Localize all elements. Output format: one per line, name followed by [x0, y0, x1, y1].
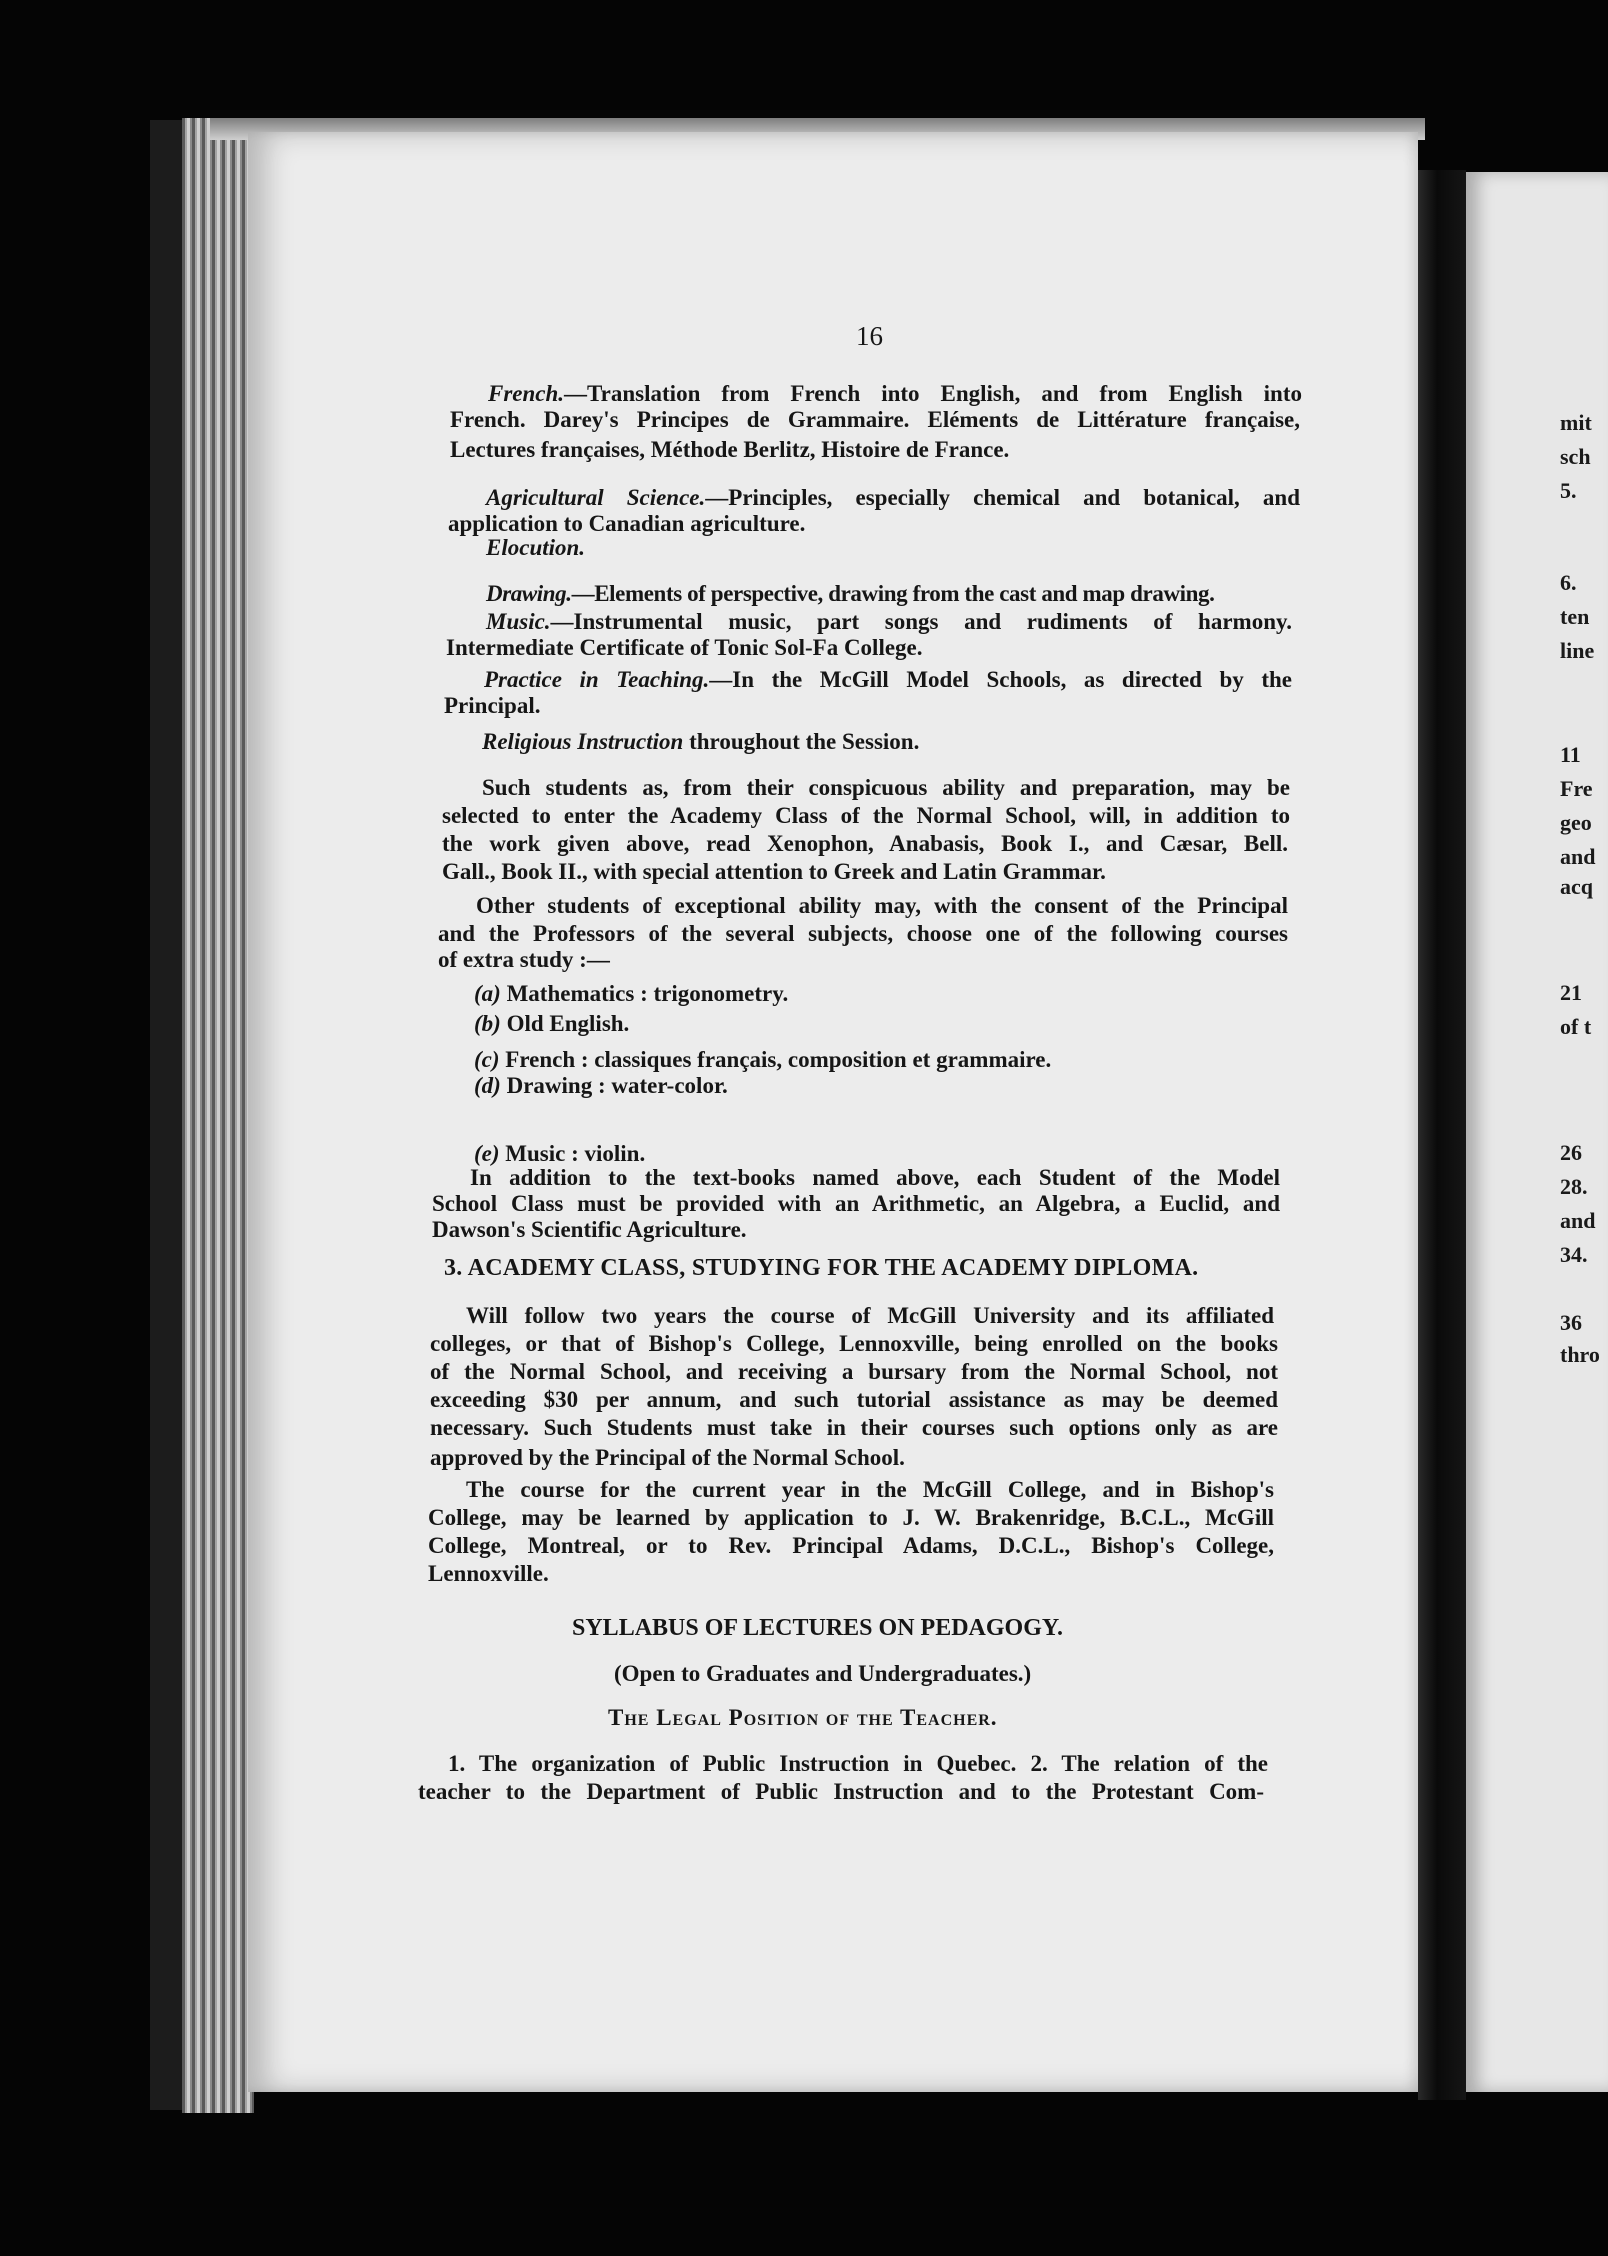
- drawing-text: —Elements of perspective, drawing from the cast and map drawing.: [571, 581, 1215, 606]
- academy-select-line-2: selected to enter the Academy Class of the Normal School, will, in addition to: [442, 803, 1290, 828]
- drawing-line-1: [486, 580, 1215, 608]
- list-text: Drawing : water-color.: [506, 1073, 728, 1098]
- academy-select-line-3: the work given above, read Xenophon, Anabasis, Book I., and Cæsar, Bell.: [442, 831, 1288, 856]
- music-text: —Instrumental music, part songs and rudiments of harmony.: [550, 609, 1292, 634]
- religious-text: throughout the Session.: [683, 729, 920, 754]
- next-page-fragment: 5.: [1560, 478, 1577, 503]
- legal-position-heading: The Legal Position of the Teacher.: [608, 1705, 998, 1730]
- french-text: —Translation from French into English, and from English into: [564, 381, 1302, 406]
- list-text: Music : violin.: [505, 1141, 646, 1166]
- exceptional-line-1: Other students of exceptional ability may, with the consent of the Principal: [476, 893, 1288, 918]
- next-page-fragment: 28.: [1560, 1174, 1588, 1199]
- next-page-fragment: 11: [1560, 742, 1581, 767]
- practice-line-2: Principal.: [444, 693, 541, 718]
- legal-line-1: 1. The organization of Public Instruction in Quebec. 2. The relation of the: [448, 1751, 1268, 1776]
- next-page-fragment: and: [1560, 844, 1596, 869]
- academy-select-line-1: Such students as, from their conspicuous ability and preparation, may be: [482, 775, 1290, 800]
- academy-p1-line: exceeding $30 per annum, and such tutorial assistance as may be deemed: [430, 1387, 1278, 1412]
- academy-p2-line: College, Montreal, or to Rev. Principal Adams, D.C.L., Bishop's College,: [428, 1533, 1274, 1558]
- academy-p2-line: Lennoxville.: [428, 1561, 549, 1586]
- page-number: 16: [856, 321, 883, 351]
- next-page-fragment: mit: [1560, 410, 1592, 435]
- adjacent-page: [1466, 172, 1608, 2092]
- textbooks-line-3: Dawson's Scientific Agriculture.: [432, 1217, 747, 1242]
- agriculture-text: —Principles, especially chemical and botanical, and: [705, 485, 1300, 510]
- agriculture-line-1: [486, 484, 1300, 512]
- practice-label: Practice in Teaching.: [484, 667, 710, 692]
- list-text: French : classiques français, composition et grammaire.: [505, 1047, 1052, 1072]
- drawing-label: Drawing.: [486, 581, 572, 606]
- next-page-fragment: thro: [1560, 1342, 1600, 1367]
- page-edges: [182, 118, 254, 2113]
- extra-course-item: [474, 1072, 728, 1100]
- next-page-fragment: 36: [1560, 1310, 1582, 1335]
- next-page-fragment: geo: [1560, 810, 1592, 835]
- next-page-fragment: 21: [1560, 980, 1582, 1005]
- syllabus-heading: SYLLABUS OF LECTURES ON PEDAGOGY.: [572, 1615, 1063, 1641]
- next-page-fragment: line: [1560, 638, 1595, 663]
- academy-class-heading: 3. ACADEMY CLASS, STUDYING FOR THE ACADEMY DIPLOMA.: [444, 1255, 1199, 1281]
- practice-line-1: [484, 666, 1292, 694]
- list-text: Mathematics : trigonometry.: [506, 981, 789, 1006]
- agriculture-line-2: application to Canadian agriculture.: [448, 511, 806, 536]
- religious-label: Religious Instruction: [482, 729, 684, 754]
- extra-course-item: [474, 1010, 629, 1038]
- exceptional-line-3: of extra study :—: [438, 947, 610, 972]
- next-page-fragment: 26: [1560, 1140, 1582, 1165]
- extra-course-item: [474, 1046, 1051, 1074]
- elocution-label: Elocution.: [486, 535, 586, 560]
- academy-p1-line: approved by the Principal of the Normal School.: [430, 1445, 905, 1470]
- agriculture-label: Agricultural Science.: [486, 485, 706, 510]
- academy-p1-line: necessary. Such Students must take in their courses such options only as are: [430, 1415, 1278, 1440]
- academy-p2-line: The course for the current year in the McGill College, and in Bishop's: [466, 1477, 1274, 1502]
- academy-p1-line: colleges, or that of Bishop's College, Lennoxville, being enrolled on the books: [430, 1331, 1278, 1356]
- next-page-fragment: ten: [1560, 604, 1590, 629]
- music-line-2: Intermediate Certificate of Tonic Sol-Fa College.: [446, 635, 923, 660]
- french-line-1: [488, 380, 1302, 408]
- exceptional-line-2: and the Professors of the several subjects, choose one of the following courses: [438, 921, 1288, 946]
- next-page-fragment: 6.: [1560, 570, 1577, 595]
- syllabus-subheading: (Open to Graduates and Undergraduates.): [614, 1661, 1032, 1686]
- academy-select-line-4: Gall., Book II., with special attention to Greek and Latin Grammar.: [442, 859, 1106, 884]
- next-page-fragment: sch: [1560, 444, 1591, 469]
- french-line-2: French. Darey's Principes de Grammaire. Eléments de Littérature française,: [450, 407, 1300, 432]
- list-marker: (e): [474, 1141, 500, 1166]
- french-line-3: Lectures françaises, Méthode Berlitz, Histoire de France.: [450, 437, 1010, 462]
- list-marker: (d): [474, 1073, 501, 1098]
- music-label: Music.: [486, 609, 551, 634]
- music-line-1: [486, 608, 1292, 636]
- next-page-fragment: Fre: [1560, 776, 1593, 801]
- academy-p1-line: Will follow two years the course of McGill University and its affiliated: [466, 1303, 1274, 1328]
- religious-line: [482, 728, 919, 756]
- next-page-fragment: of t: [1560, 1014, 1592, 1039]
- list-marker: (c): [474, 1047, 500, 1072]
- next-page-fragment: acq: [1560, 874, 1593, 899]
- academy-p2-line: College, may be learned by application to J. W. Brakenridge, B.C.L., McGill: [428, 1505, 1274, 1530]
- textbooks-line-2: School Class must be provided with an Arithmetic, an Algebra, a Euclid, and: [432, 1191, 1280, 1216]
- list-marker: (b): [474, 1011, 501, 1036]
- list-text: Old English.: [506, 1011, 630, 1036]
- next-page-fragment: and: [1560, 1208, 1596, 1233]
- page-gutter: [1418, 170, 1466, 2100]
- extra-course-item: [474, 980, 788, 1008]
- next-page-fragment: 34.: [1560, 1242, 1588, 1267]
- textbooks-line-1: In addition to the text-books named above, each Student of the Model: [470, 1165, 1280, 1190]
- legal-line-2: teacher to the Department of Public Instruction and to the Protestant Com-: [418, 1779, 1264, 1804]
- list-marker: (a): [474, 981, 501, 1006]
- french-label: French.: [488, 381, 565, 406]
- academy-p1-line: of the Normal School, and receiving a bursary from the Normal School, not: [430, 1359, 1278, 1384]
- practice-text: —In the McGill Model Schools, as directed by the: [709, 667, 1293, 692]
